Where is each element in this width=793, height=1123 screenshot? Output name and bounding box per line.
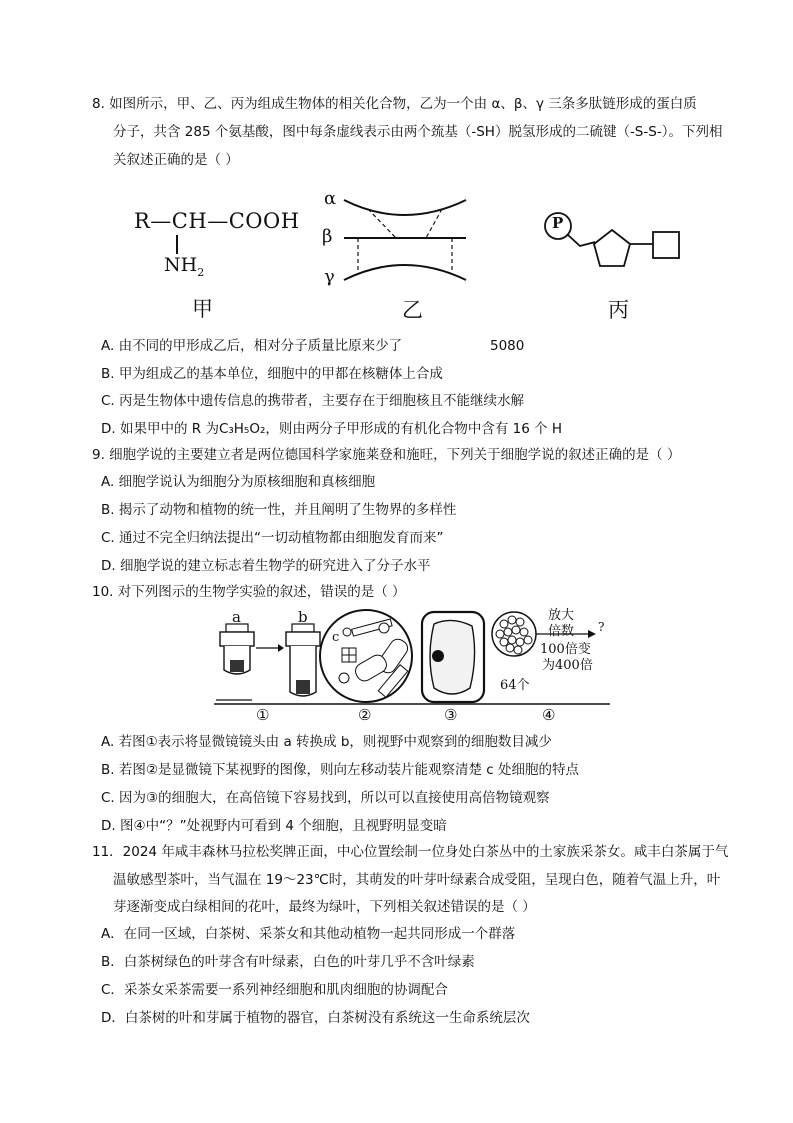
base-square — [653, 232, 679, 258]
q11-option-a: A．在同一区域，白茶树、采茶女和其他动植物一起共同形成一个群落 — [101, 926, 516, 942]
cell-round-1 — [343, 628, 351, 636]
figure-bing — [540, 208, 690, 326]
figure-number-1: ① — [256, 706, 270, 724]
lens-b-top — [286, 632, 320, 646]
q11-option-c: C．采茶女采茶需要一系列神经细胞和肌肉细胞的协调配合 — [101, 982, 448, 998]
q9-option-d: D. 细胞学说的建立标志着生物学的研究进入了分子水平 — [101, 558, 431, 574]
q9-option-b: B. 揭示了动物和植物的统一性，并且阐明了生物界的多样性 — [101, 502, 457, 518]
mag-label-4: 为400倍 — [542, 658, 593, 673]
figure-jia — [130, 205, 300, 325]
phosphate-link — [568, 235, 595, 246]
q11-stem-line-2: 温敏感型茶叶，当气温在 19～23℃时，其萌发的叶芽叶绿素合成受阻，呈现白色，随着气温上升，叶 — [113, 872, 721, 888]
q10-option-c: C. 因为③的细胞大，在高倍镜下容易找到，所以可以直接使用高倍物镜观察 — [101, 790, 550, 806]
caption-jia: 甲 — [192, 297, 213, 321]
q8-option-d: D. 如果甲中的 R 为C₃H₅O₂，则由两分子甲形成的有机化合物中含有 16 个 H — [101, 421, 563, 437]
q8-option-a: A. 由不同的甲形成乙后，相对分子质量比原来少了 — [101, 338, 403, 354]
q11-stem-line-1: 11．2024 年咸丰森林马拉松奖牌正面，中心位置绘制一位身处白茶丛中的土家族采茶女。咸丰白茶属于气 — [92, 844, 729, 860]
lens-a-label: a — [232, 608, 241, 626]
q9-stem: 9. 细胞学说的主要建立者是两位德国科学家施莱登和施旺，下列关于细胞学说的叙述正确的是（ ） — [92, 447, 681, 463]
mag-question-mark: ? — [598, 620, 605, 634]
mag-label-1: 放大 — [548, 608, 575, 623]
cell-round-3 — [379, 623, 389, 633]
q11-stem-line-3: 芽逐渐变成白绿相间的花叶，最终为绿叶，下列相关叙述错误的是（ ） — [113, 899, 536, 915]
amino-group-text: NH — [164, 254, 198, 276]
q8-option-c: C. 丙是生物体中遗传信息的携带者，主要存在于细胞核且不能继续水解 — [101, 393, 525, 409]
figure-number-3: ③ — [444, 706, 458, 724]
figure-number-2: ② — [358, 706, 372, 724]
beta-label: β — [322, 226, 333, 247]
lens-b-tip — [296, 680, 310, 694]
q9-option-c: C. 通过不完全归纳法提出“一切动植物都由细胞发育而来” — [101, 530, 444, 546]
pentose-ring — [594, 230, 630, 266]
q8-stem-line-3: 关叙述正确的是（ ） — [113, 152, 239, 168]
q11-option-d: D．白茶树的叶和芽属于植物的器官，白茶树没有系统这一生命系统层次 — [101, 1010, 530, 1026]
q10-option-b: B. 若图②是显微镜下某视野的图像，则向左移动装片能观察清楚 c 处细胞的特点 — [101, 762, 579, 778]
caption-yi: 乙 — [402, 298, 423, 322]
mag-label-2: 倍数 — [548, 624, 575, 639]
lens-arrow-head — [278, 644, 284, 652]
q10-figure — [212, 608, 612, 724]
gamma-chain — [344, 265, 466, 280]
plant-cell-nucleus — [432, 650, 444, 662]
figure-number-4: ④ — [542, 706, 556, 724]
phosphate-label: P — [552, 214, 564, 232]
q8-option-a-value: 5080 — [490, 338, 525, 354]
cell-count-label: 64个 — [500, 678, 530, 693]
q8-stem-line-1: 8. 如图所示，甲、乙、丙为组成生物体的相关化合物，乙为一个由 α、β、γ 三条多肽链形成的蛋白质 — [92, 96, 697, 112]
q10-option-a: A. 若图①表示将显微镜镜头由 a 转换成 b，则视野中观察到的细胞数目减少 — [101, 734, 552, 750]
mag-label-3: 100倍变 — [540, 642, 591, 657]
amino-group-label — [164, 254, 204, 279]
alpha-label: α — [324, 188, 337, 209]
q10-option-d: D. 图④中“？”处视野内可看到 4 个细胞，且视野明显变暗 — [101, 818, 447, 834]
q8-stem-line-2: 分子，共含 285 个氨基酸，图中每条虚线表示由两个巯基（-SH）脱氢形成的二硫键（-S-S-）。下列相 — [113, 124, 723, 140]
lens-b-label: b — [298, 608, 308, 626]
gamma-label: γ — [324, 266, 335, 287]
cell-round-2 — [339, 673, 349, 683]
figure-yi — [318, 188, 478, 323]
q10-stem: 10. 对下列图示的生物学实验的叙述，错误的是（ ） — [92, 584, 406, 600]
q11-option-b: B．白茶树绿色的叶芽含有叶绿素，白色的叶芽几乎不含叶绿素 — [101, 954, 475, 970]
q9-option-a: A. 细胞学说认为细胞分为原核细胞和真核细胞 — [101, 474, 376, 490]
lens-a-top — [220, 632, 254, 646]
formula-bond-line — [176, 235, 178, 254]
lens-a-tip — [230, 660, 244, 672]
cell-c-label: c — [332, 630, 340, 645]
amino-acid-formula: R—CH—COOH — [134, 209, 300, 233]
alpha-chain — [344, 200, 466, 215]
caption-bing: 丙 — [608, 298, 629, 322]
amino-group-subscript: 2 — [197, 265, 205, 279]
mag-arrow-head — [588, 630, 596, 638]
peptide-chains-diagram — [318, 188, 478, 288]
q8-option-b: B. 甲为组成乙的基本单位，细胞中的甲都在核糖体上合成 — [101, 366, 443, 382]
